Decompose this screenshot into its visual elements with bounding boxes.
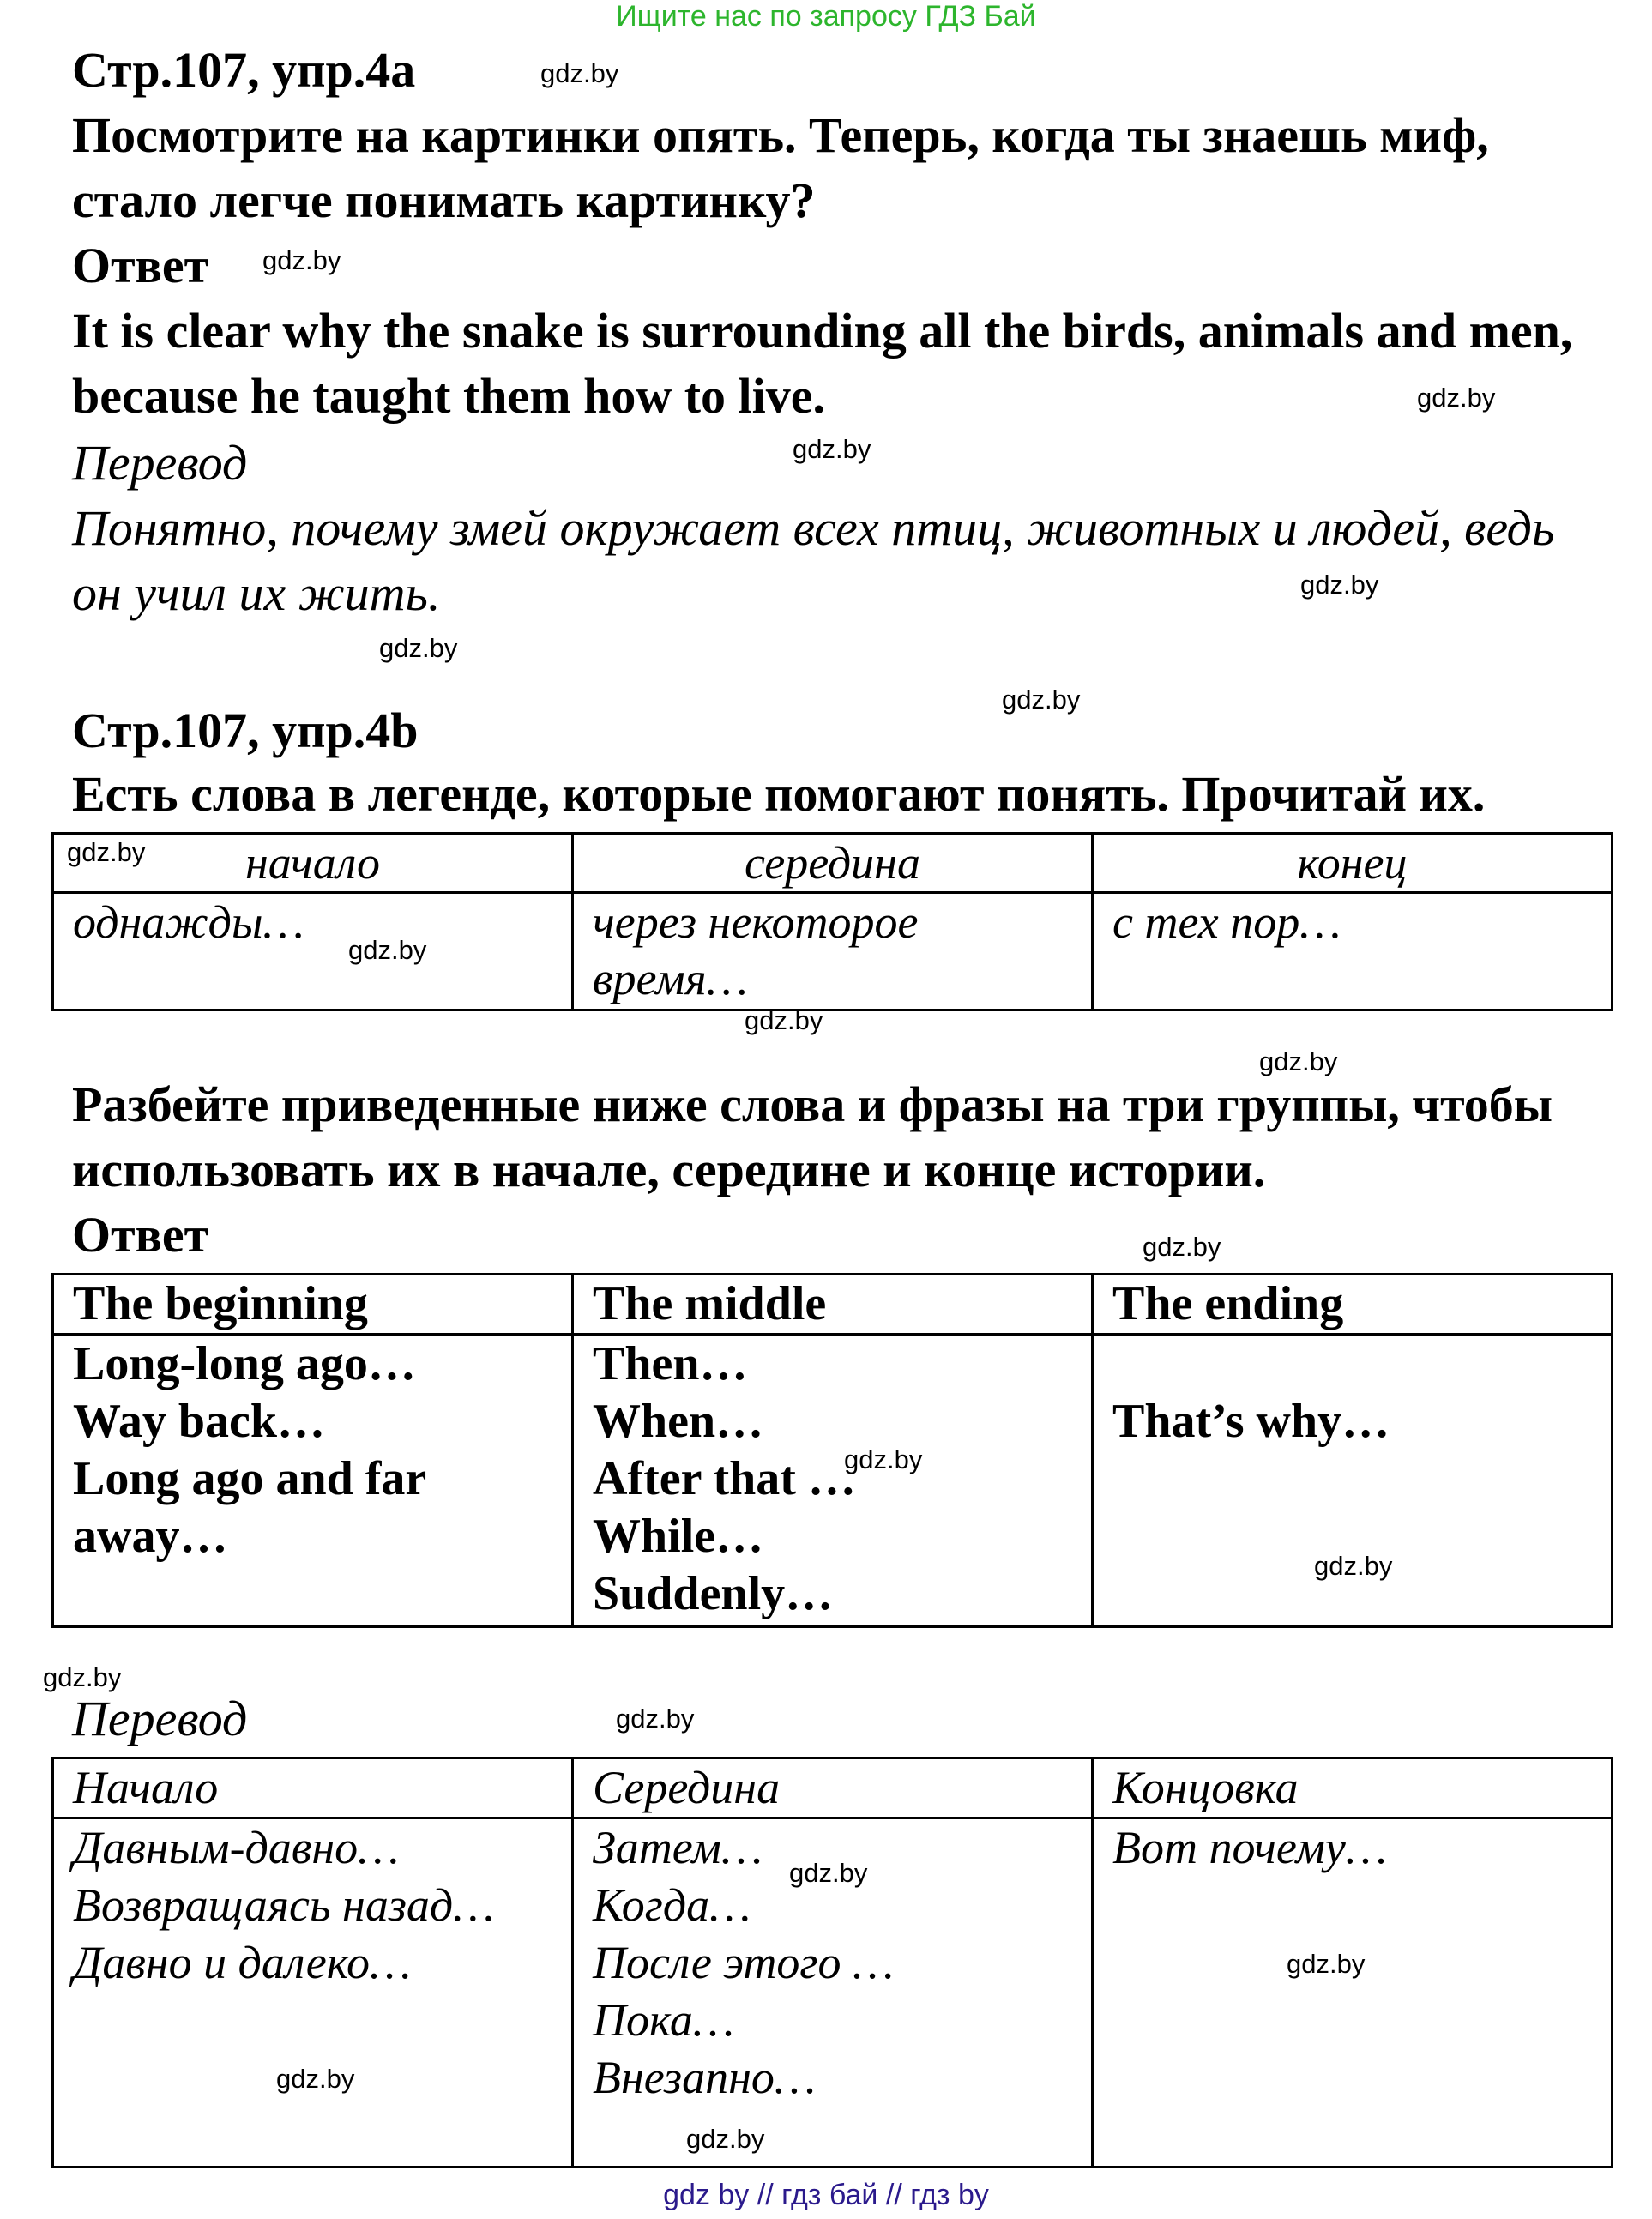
question-4a-line1: Посмотрите на картинки опять. Теперь, когда ты знаешь миф, xyxy=(72,107,1489,163)
answer-item: That’s why… xyxy=(1112,1395,1390,1448)
translation-table xyxy=(51,1757,1613,2168)
translation-header-middle: Середина xyxy=(573,1758,1093,1818)
answer-item: While… xyxy=(593,1510,764,1563)
translation-4a-line2: он учил их жить. xyxy=(72,565,441,621)
heading-4b: Стр.107, упр.4b xyxy=(72,702,419,758)
answer-item: Then… xyxy=(593,1337,748,1390)
answer-item: Long ago and far xyxy=(73,1452,427,1505)
answer-4a-line2: because he taught them how to live. xyxy=(72,368,826,424)
heading-4a: Стр.107, упр.4а xyxy=(72,42,416,98)
answer-4a-line1: It is clear why the snake is surrounding all the birds, animals and men, xyxy=(72,303,1573,359)
footer-links[interactable]: gdz by // гдз бай // гдз by xyxy=(663,2179,989,2211)
watermark: gdz.by xyxy=(1300,570,1379,600)
words-header-beginning: начало xyxy=(53,834,573,893)
top-banner[interactable]: Ищите нас по запросу ГДЗ Бай xyxy=(616,0,1036,33)
translation-header-beginning: Начало xyxy=(53,1758,573,1818)
watermark: gdz.by xyxy=(348,935,427,965)
translation-cell-beginning xyxy=(53,1818,573,2168)
answer-label-4a: Ответ xyxy=(72,238,209,293)
answer-item: When… xyxy=(593,1395,764,1448)
task-4b-line2: использовать их в начале, середине и конце истории. xyxy=(72,1142,1266,1197)
words-cell-middle xyxy=(573,893,1093,1010)
answer-item: Way back… xyxy=(73,1395,326,1448)
translation-item: После этого … xyxy=(593,1937,894,1988)
question-4b: Есть слова в легенде, которые помогают понять. Прочитай их. xyxy=(72,766,1486,822)
answer-item: away… xyxy=(73,1510,228,1563)
watermark: gdz.by xyxy=(1314,1551,1393,1581)
watermark: gdz.by xyxy=(379,633,458,663)
watermark: gdz.by xyxy=(616,1703,695,1734)
answer-cell-ending xyxy=(1093,1335,1613,1627)
translation-label-4b: Перевод xyxy=(72,1691,248,1746)
words-table xyxy=(51,832,1613,1011)
watermark: gdz.by xyxy=(540,58,619,88)
words-cell-beginning xyxy=(53,893,573,1010)
words-item: однажды… xyxy=(73,896,304,948)
watermark: gdz.by xyxy=(43,1662,122,1692)
answer-cell-beginning xyxy=(53,1335,573,1627)
translation-item: Давно и далеко… xyxy=(73,1937,411,1988)
watermark: gdz.by xyxy=(67,837,146,867)
words-item: время… xyxy=(593,953,748,1004)
words-header-end: конец xyxy=(1093,834,1613,893)
words-header-middle: середина xyxy=(573,834,1093,893)
question-4a-line2: стало легче понимать картинку? xyxy=(72,172,816,228)
watermark: gdz.by xyxy=(793,434,871,464)
watermark: gdz.by xyxy=(262,245,341,275)
watermark: gdz.by xyxy=(1143,1232,1221,1262)
translation-header-ending: Концовка xyxy=(1093,1758,1613,1818)
translation-label-4a: Перевод xyxy=(72,435,248,491)
translation-item: Когда… xyxy=(593,1879,751,1931)
translation-item: Давным-давно… xyxy=(73,1822,400,1873)
translation-item: Внезапно… xyxy=(593,2052,816,2103)
answer-header-beginning: The beginning xyxy=(53,1275,573,1335)
watermark: gdz.by xyxy=(1417,383,1496,413)
words-cell-end xyxy=(1093,893,1613,1010)
answer-item: Long-long ago… xyxy=(73,1337,416,1390)
words-item: через некоторое xyxy=(593,896,919,948)
watermark: gdz.by xyxy=(1259,1046,1338,1076)
translation-item: Затем… xyxy=(593,1822,763,1873)
translation-4a-line1: Понятно, почему змей окружает всех птиц, животных и людей, ведь xyxy=(72,500,1555,556)
watermark: gdz.by xyxy=(276,2064,355,2094)
translation-item: Вот почему… xyxy=(1112,1822,1387,1873)
words-item: с тех пор… xyxy=(1112,896,1341,948)
translation-cell-ending xyxy=(1093,1818,1613,2168)
translation-item: Пока… xyxy=(593,1994,734,2046)
task-4b-line1: Разбейте приведенные ниже слова и фразы на три группы, чтобы xyxy=(72,1076,1553,1132)
answer-cell-middle xyxy=(573,1335,1093,1627)
answer-item: Suddenly… xyxy=(593,1567,834,1620)
watermark: gdz.by xyxy=(1002,684,1081,715)
watermark: gdz.by xyxy=(686,2124,765,2154)
translation-item: Возвращаясь назад… xyxy=(73,1879,495,1931)
watermark: gdz.by xyxy=(745,1005,823,1035)
watermark: gdz.by xyxy=(789,1858,868,1888)
answer-item: After that … xyxy=(593,1452,856,1505)
watermark: gdz.by xyxy=(844,1444,923,1474)
answer-item xyxy=(1112,1336,1592,1393)
answer-header-ending: The ending xyxy=(1093,1275,1613,1335)
watermark: gdz.by xyxy=(1287,1949,1366,1979)
answer-label-4b: Ответ xyxy=(72,1207,209,1263)
answer-header-middle: The middle xyxy=(573,1275,1093,1335)
